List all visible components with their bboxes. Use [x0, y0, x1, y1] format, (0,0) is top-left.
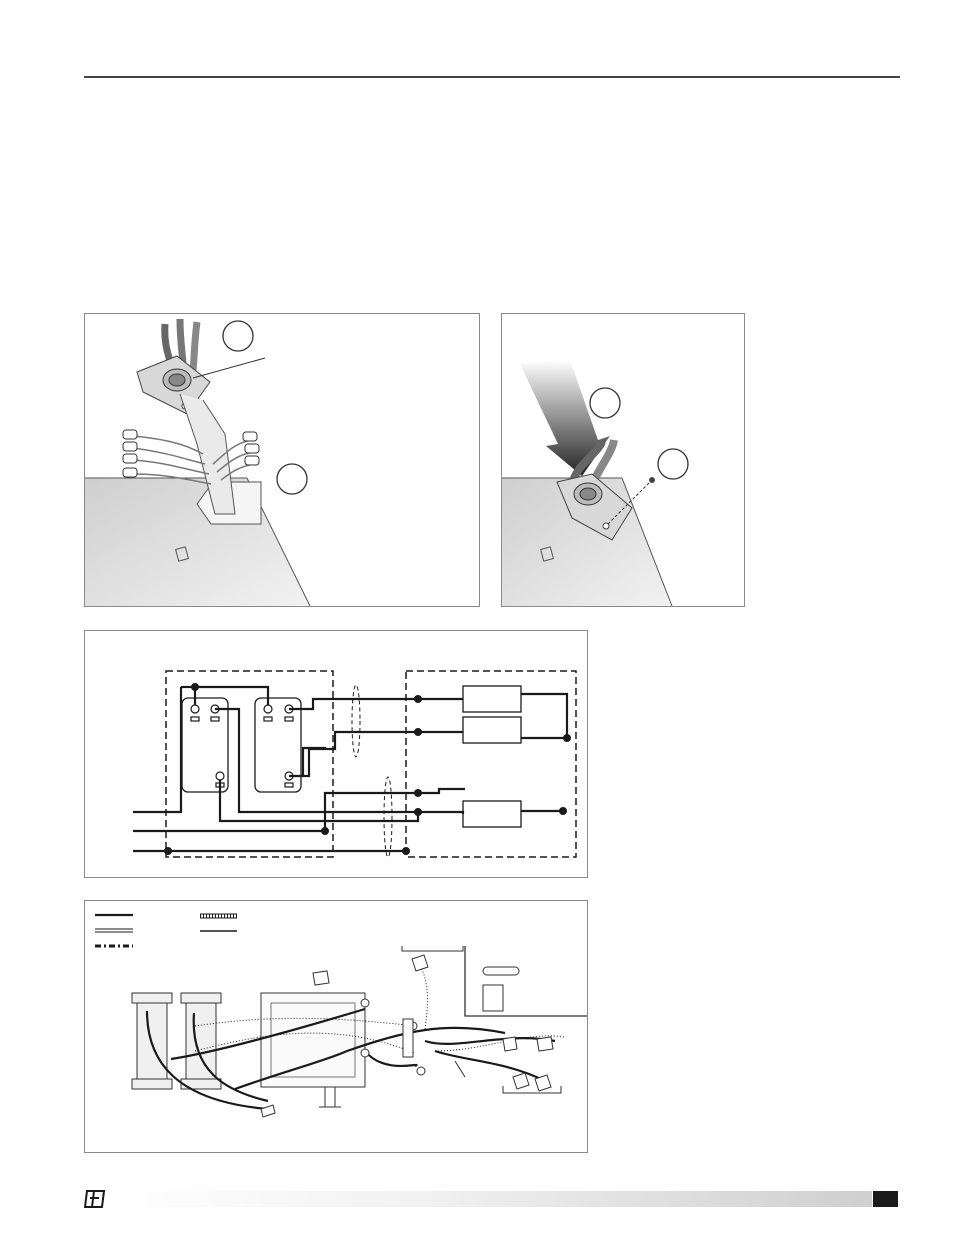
wire-nut-icon [412, 955, 428, 971]
figure-4-drawing [85, 901, 587, 1152]
figure-1-drawing [85, 314, 479, 606]
wire-nut-icon [261, 1105, 275, 1117]
cabinet-panel [85, 478, 310, 606]
wire-nut-icon [537, 1037, 553, 1051]
figure-1-duct-connector-illustration [84, 313, 480, 607]
figure-2-drawing [502, 314, 744, 606]
step-callout-2 [658, 449, 688, 479]
step-callout-1 [223, 321, 253, 351]
load-1 [463, 686, 521, 712]
junction-box [261, 993, 365, 1087]
footer-page-block [873, 1191, 898, 1207]
legend-double-line [95, 929, 133, 932]
insertion-arrow-icon [520, 360, 610, 476]
figure-4-pictorial-wiring-diagram [84, 900, 588, 1153]
header-rule [84, 76, 900, 78]
figure-3-wiring-schematic [84, 630, 588, 878]
switch-2 [255, 698, 301, 792]
legend-hatched-line [200, 914, 237, 918]
footer-bar [110, 1191, 872, 1207]
wire-nut-icon [503, 1037, 517, 1051]
load-3 [463, 801, 521, 827]
load-2 [463, 717, 521, 743]
figure-3-drawing [85, 631, 587, 877]
terminal-block-icon [483, 985, 503, 1011]
brand-logo-icon [84, 1190, 106, 1208]
figure-2-connector-insertion-illustration [501, 313, 745, 607]
screw-icon [649, 477, 655, 483]
terminal-strip-icon [483, 967, 519, 975]
step-callout-2 [277, 464, 307, 494]
line-style-legend [95, 914, 237, 946]
callout-leader [193, 358, 265, 378]
step-callout-1 [590, 388, 620, 418]
wall-switch-2 [186, 1001, 216, 1083]
wire-nut-icon [313, 971, 329, 985]
cable-clamp-icon [403, 1019, 413, 1057]
wire-nut-icon [513, 1073, 529, 1089]
